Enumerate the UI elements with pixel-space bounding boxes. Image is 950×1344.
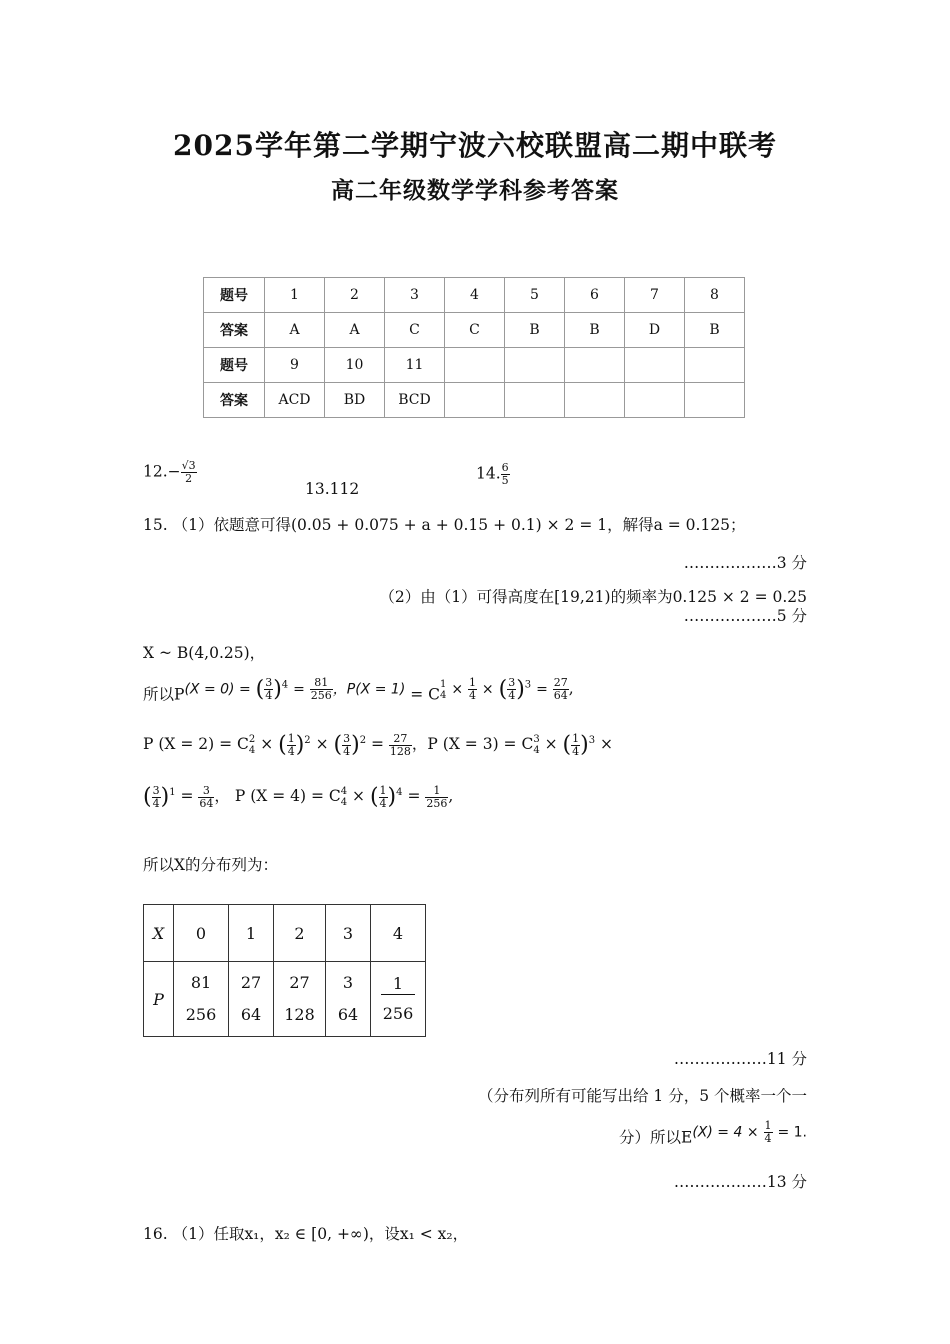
p-denominator: 128 bbox=[284, 1005, 315, 1024]
fraction-numerator: 27 bbox=[553, 676, 568, 689]
fraction-numerator: 1 bbox=[764, 1119, 772, 1132]
p-numerator: 27 bbox=[289, 973, 310, 992]
exponent: 3 bbox=[524, 679, 532, 691]
fraction-denominator: 4 bbox=[265, 689, 273, 702]
q15-binomial: X ~ B(4,0.25)， bbox=[143, 644, 266, 662]
prob-lead: ，P (X = 3) = C bbox=[411, 735, 534, 753]
comb-sup: 1 bbox=[440, 678, 447, 690]
fraction-numerator: 1 bbox=[379, 783, 387, 797]
fraction-numerator: 27 bbox=[389, 733, 412, 746]
q15-score-3: ………………3 分 bbox=[683, 554, 807, 572]
q15-score-5: ………………5 分 bbox=[683, 607, 807, 625]
fraction-numerator: 3 bbox=[152, 783, 160, 797]
p-numerator: 3 bbox=[342, 973, 354, 992]
fraction-denominator: 4 bbox=[572, 744, 580, 758]
exponent: 1 bbox=[169, 786, 176, 798]
fraction-denominator: 64 bbox=[199, 796, 214, 810]
expect-lead: 分）所以E bbox=[619, 1128, 693, 1147]
q15-score-11: ………………11 分 bbox=[673, 1050, 807, 1068]
fraction-denominator: 2 bbox=[185, 472, 193, 485]
q15-expectation bbox=[619, 1120, 807, 1148]
fraction bbox=[287, 733, 296, 758]
expect-tail: = 1. bbox=[777, 1124, 807, 1141]
table-cell: D bbox=[625, 313, 685, 348]
q15-dist-intro: 所以X的分布列为： bbox=[143, 856, 279, 874]
row-label: 题号 bbox=[204, 348, 265, 383]
table-cell: BD bbox=[325, 383, 385, 418]
x-value: 2 bbox=[274, 905, 326, 962]
fraction bbox=[764, 1120, 773, 1145]
exponent: 2 bbox=[304, 734, 311, 746]
fraction-denominator: 256 bbox=[426, 796, 448, 810]
fraction-numerator: 1 bbox=[572, 731, 580, 745]
p-label: P bbox=[144, 962, 174, 1037]
distribution-table bbox=[143, 904, 426, 1037]
p-denominator: 256 bbox=[185, 1005, 217, 1024]
fraction bbox=[553, 677, 569, 702]
table-cell: C bbox=[445, 313, 505, 348]
table-cell bbox=[685, 348, 745, 383]
q15-part1: 15. （1）依题意可得(0.05 + 0.075 + a + 0.15 + 0.1) × 2 = 1，解得a = 0.125； bbox=[143, 516, 746, 534]
p-numerator: 1 bbox=[381, 974, 415, 995]
p-value bbox=[326, 962, 371, 1037]
x-value: 0 bbox=[174, 905, 229, 962]
table-row bbox=[144, 905, 426, 962]
prob-lead: P (X = 2) = C bbox=[143, 735, 249, 753]
fraction-denominator: 4 bbox=[468, 689, 476, 702]
table-cell: 9 bbox=[265, 348, 325, 383]
table-cell bbox=[505, 348, 565, 383]
exponent: 3 bbox=[588, 734, 596, 746]
answer-14-fraction bbox=[501, 462, 510, 487]
document-subtitle: 高二年级数学学科参考答案 bbox=[331, 177, 619, 204]
table-row bbox=[144, 962, 426, 1037]
table-row bbox=[204, 278, 745, 313]
expect-expr: (X) = 4 × bbox=[692, 1124, 759, 1141]
x-label: X bbox=[144, 905, 174, 962]
comb-sub: 4 bbox=[440, 689, 447, 701]
fraction-numerator: 3 bbox=[343, 731, 351, 745]
fraction bbox=[425, 785, 448, 810]
answer-table bbox=[203, 277, 745, 418]
table-cell: A bbox=[265, 313, 325, 348]
q15-part2: （2）由（1）可得高度在[19,21)的频率为0.125 × 2 = 0.25 bbox=[379, 588, 807, 606]
q15-p3-p4-line: ( $\frac{3}{4}$ )$^1$ = $\frac{3}{64}$ ， P (X = 4) = C 4 4 × ( $\frac{1}{4}$ )$^4$ = $\frac{1}{256}$ , bbox=[143, 783, 454, 810]
fraction bbox=[389, 733, 412, 758]
fraction bbox=[198, 785, 214, 810]
fraction-numerator: 3 bbox=[265, 676, 273, 689]
fraction-numerator: √3 bbox=[181, 459, 196, 472]
table-cell: 3 bbox=[385, 278, 445, 313]
table-cell bbox=[685, 383, 745, 418]
fraction-denominator: 256 bbox=[310, 689, 332, 702]
fraction-denominator: 4 bbox=[508, 689, 516, 702]
table-cell: C bbox=[385, 313, 445, 348]
table-cell: 11 bbox=[385, 348, 445, 383]
fraction-denominator: 4 bbox=[764, 1132, 772, 1145]
p-numerator: 81 bbox=[190, 973, 212, 992]
q15-score-13: ………………13 分 bbox=[673, 1173, 807, 1191]
document-title: 2025学年第二学期宁波六校联盟高二期中联考 bbox=[173, 129, 777, 162]
fraction-denominator: 5 bbox=[501, 474, 509, 487]
p-value bbox=[371, 962, 426, 1037]
fraction-numerator: 1 bbox=[468, 676, 476, 689]
fraction-numerator: 1 bbox=[287, 731, 295, 745]
comb-sup: 3 bbox=[533, 734, 540, 745]
answer-12-fraction bbox=[181, 460, 197, 485]
table-cell bbox=[565, 383, 625, 418]
fraction-numerator: 1 bbox=[425, 785, 448, 798]
p-value bbox=[174, 962, 229, 1037]
comb-sub: 4 bbox=[340, 797, 348, 808]
table-row bbox=[204, 383, 745, 418]
table-cell: BCD bbox=[385, 383, 445, 418]
comb-sup: 2 bbox=[248, 734, 256, 745]
p-value bbox=[229, 962, 274, 1037]
fraction-denominator: 4 bbox=[152, 796, 160, 810]
q16-part1: 16. （1）任取x₁，x₂ ∈ [0, +∞)，设x₁ < x₂， bbox=[143, 1225, 469, 1243]
table-cell: B bbox=[685, 313, 745, 348]
table-cell: 4 bbox=[445, 278, 505, 313]
table-cell bbox=[445, 383, 505, 418]
equals-sign: = bbox=[293, 681, 305, 698]
table-cell: 7 bbox=[625, 278, 685, 313]
fraction bbox=[152, 785, 161, 810]
table-cell bbox=[445, 348, 505, 383]
fraction bbox=[379, 785, 388, 810]
table-cell bbox=[625, 383, 685, 418]
answer-12 bbox=[143, 460, 197, 485]
prob-expr: ，P(X = 1) bbox=[332, 681, 406, 698]
fraction bbox=[310, 677, 333, 702]
p-denominator: 256 bbox=[382, 1004, 414, 1023]
table-cell bbox=[505, 383, 565, 418]
times-sign: × bbox=[451, 681, 464, 698]
row-label: 答案 bbox=[204, 313, 265, 348]
fraction-denominator: 64 bbox=[553, 689, 568, 702]
fraction bbox=[264, 677, 273, 702]
fraction bbox=[468, 677, 477, 702]
q15-p2-p3-line: P (X = 2) = C 2 4 × ( $\frac{1}{4}$ )$^2$ × ( $\frac{3}{4}$ )$^2$ = $\frac{27}{128}$ ，P (X = 3) = C 3 4 × ( $\frac{1}{4}$ )$^3$ × bbox=[143, 731, 614, 758]
table-cell: A bbox=[325, 313, 385, 348]
times-sign: × bbox=[481, 681, 494, 698]
table-cell: 5 bbox=[505, 278, 565, 313]
answer-14 bbox=[476, 462, 510, 487]
fraction-numerator: 3 bbox=[198, 785, 214, 798]
answer-13: 13.112 bbox=[305, 480, 360, 498]
prob-expr: (X = 0) = bbox=[184, 681, 251, 698]
table-cell: B bbox=[565, 313, 625, 348]
table-cell: 1 bbox=[265, 278, 325, 313]
fraction bbox=[342, 733, 351, 758]
exponent: 4 bbox=[281, 679, 289, 691]
p-value bbox=[274, 962, 326, 1037]
fraction-numerator: 6 bbox=[501, 461, 509, 474]
table-cell: 8 bbox=[685, 278, 745, 313]
q15-scoring-note: （分布列所有可能写出给 1 分，5 个概率一个一 bbox=[477, 1087, 807, 1105]
fraction-numerator: 81 bbox=[310, 677, 333, 690]
q15-p0-p1-line: 所以P(X = 0) = ( $\frac{3}{4}$ )$^4$ = $\frac{81}{256}$ ，P(X = 1) = C 1 4 × $\frac{1}{4}$ × ( $\frac{3}{4}$ )$^3$ = $\frac{27}{64}$ , bbox=[143, 676, 574, 704]
table-cell: 10 bbox=[325, 348, 385, 383]
table-row bbox=[204, 348, 745, 383]
p-denominator: 64 bbox=[337, 1005, 359, 1024]
p-numerator: 27 bbox=[240, 973, 262, 992]
fraction bbox=[571, 733, 580, 758]
exponent: 4 bbox=[396, 786, 403, 798]
fraction bbox=[507, 677, 516, 702]
exponent: 2 bbox=[359, 734, 367, 746]
p-denominator: 64 bbox=[240, 1005, 262, 1024]
row-label: 答案 bbox=[204, 383, 265, 418]
table-row bbox=[204, 313, 745, 348]
prob-lead: 所以P bbox=[143, 685, 185, 704]
prob-eq: = C bbox=[410, 685, 440, 704]
comb-sub: 4 bbox=[533, 745, 540, 756]
fraction-numerator: 3 bbox=[508, 676, 516, 689]
table-cell: B bbox=[505, 313, 565, 348]
row-label: 题号 bbox=[204, 278, 265, 313]
table-cell: 6 bbox=[565, 278, 625, 313]
x-value: 4 bbox=[371, 905, 426, 962]
table-cell: ACD bbox=[265, 383, 325, 418]
fraction-denominator: 4 bbox=[287, 744, 295, 758]
answer-14-prefix: 14. bbox=[476, 464, 501, 483]
table-cell: 2 bbox=[325, 278, 385, 313]
x-value: 3 bbox=[326, 905, 371, 962]
table-cell bbox=[565, 348, 625, 383]
comb-sup: 4 bbox=[340, 786, 348, 797]
fraction-denominator: 4 bbox=[343, 744, 351, 758]
prob-lead: ， P (X = 4) = C bbox=[214, 787, 341, 805]
table-cell bbox=[625, 348, 685, 383]
comb-sub: 4 bbox=[248, 745, 256, 756]
fraction-denominator: 4 bbox=[379, 796, 387, 810]
fraction-denominator: 128 bbox=[389, 744, 411, 758]
x-value: 1 bbox=[229, 905, 274, 962]
answer-12-prefix: 12.− bbox=[143, 462, 181, 481]
